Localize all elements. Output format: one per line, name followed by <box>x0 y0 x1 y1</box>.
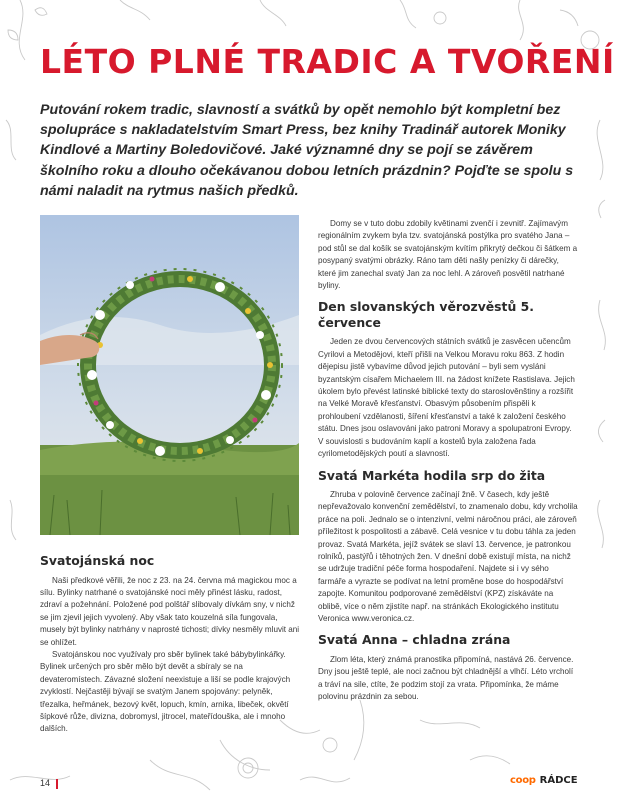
page-title: LÉTO PLNÉ TRADIC A TVOŘENÍ <box>40 42 615 81</box>
body-paragraph: Naši předkové věřili, že noc z 23. na 24. června má magickou moc a sílu. Bylinky natrhané o svatojánské noci měly přinést lásku, radost, zdraví a požehnání. Položené pod polštář slibovaly dívkám sny, v nichž se jim zjevil jejich vyvolený. Aby však tato kouzelná síla fungovala, musely být bylinky natrhány v naprosté tichosti; dívky nesměly mluvit ani se ohlížet. <box>40 575 300 647</box>
magazine-name: RÁDCE <box>539 775 578 786</box>
body-paragraph: Zhruba v polovině července začínají žně. V časech, kdy ještě nepřevažovalo konvenční zemědělství, to znamenalo dobu, kdy vrcholila práce na poli. Jednalo se o intenzivní, velmi náročnou práci, ale zároveň příležitost k pospolitosti a zábavě. Celá vesnice v tu dobu táhla za jeden provaz. Svatá Markéta, jejíž svátek se slaví 13. července, je patronkou rolníků, pastýřů i těhotných žen. V dnešní době existují místa, na nichž se udržuje tradiční péče forma hospodaření. Najdete si i vy sého farmáře a vyrazte se podívat na letní proměne bose do hospodářství zapojte. Komunitou podporované zemědělství (KPZ) získáváte na oblibě, více o něm zjistíte např. na stránkách Ekologického institutu Veronica www.veronica.cz. <box>318 490 578 624</box>
lead-paragraph: Putování rokem tradic, slavností a svátků by opět nemohlo být kompletní bez spolupráce s nakladatelstvím Smart Press, bez knihy Tradinář autorek Moniky Kindlové a Martiny Boledovičové. Jaké významné dny se pojí se závěrem školního roku a dlouho očekávanou dobou letních prázdnin? Pojďte se spolu s námi naladit na rytmus našich předků. <box>40 102 574 199</box>
section-heading-den-slovanskych: Den slovanských věrozvěstů 5. července <box>318 299 534 330</box>
section-heading-svata-marketa: Svatá Markéta hodila srp do žita <box>318 467 546 483</box>
body-paragraph: Svatojánskou noc využívaly pro sběr bylinek také bábybylinkářky. Bylinek určených pro sběr mělo být devět a sbíraly se na devateromístech. Závazné složení neexistuje a liší se podle krajových zvyklostí. Nejčastěji bývají se svatým Janem spojovány: pelyněk, třezalka, heřmánek, bezový květ, lopuch, kmín, arnika, libeček, okvětí šípkové růže, divizna, dobromysl, jitrocel, mateřídouška, ale i mnoho dalších. <box>40 649 291 734</box>
footer-divider <box>56 779 58 789</box>
brand-mark <box>510 775 578 786</box>
coop-logo: coop <box>510 775 536 786</box>
body-paragraph: Zlom léta, který známá pranostika připomíná, nastává 26. července. Dny jsou ještě teplé, ale noci začnou být chladnější a vlhčí. Léto vrcholí a tráví na sile, ctíte, že podzim stojí za vrata. Připomínka, že máme polovinu prázdnin za sebou. <box>318 654 574 702</box>
page-number: 14 <box>40 778 51 788</box>
left-column <box>40 553 300 736</box>
section-heading-svatojanska-noc: Svatojánská noc <box>40 553 155 568</box>
body-paragraph: Jeden ze dvou červencových státních svátků je zasvěcen učencům Cyrilovi a Metodějovi, kteří přišli na Velkou Moravu roku 863. Z hodin dějepisu jistě vybavíme důvod jejich putování – byli sem vysláni byzantským císařem Michaelem III. na žádost knížete Rastislava. Jejich úkolem bylo převést latinské biblické texty do staroslověnštiny a rozšířit na Velké Moravě křesťanství. Obasvým působením přispěli k prohloubení vzdělanosti, šíření křesťanství a také k založení českého státu. Dnes jsou oslavováni jako patroni Moravy a spolupatroni Evropy. V souvislosti s budováním kaplí a kostelů byla založena řada cyrilometodějských poutí a slavností. <box>318 337 575 459</box>
wreath-image <box>40 215 299 535</box>
body-paragraph: Domy se v tuto dobu zdobily květinami zvenčí i zevnitř. Zajímavým regionálním zvykem byla tzv. svatojánská postýlka pro svatého Jana – pod stůl se dal košík se svatojánským kvítím přikrytý dečkou či šátkem a posypaný svatými obrázky. Ráno tam děti našly penízky či dárečky, které jim zanechal svatý Jan za noc lehl. A zároveň posvětil natrhané byliny. <box>318 219 578 291</box>
section-heading-svata-anna: Svatá Anna – chladna zrána <box>318 632 511 648</box>
right-column <box>318 218 578 704</box>
wreath-photo <box>40 215 299 535</box>
